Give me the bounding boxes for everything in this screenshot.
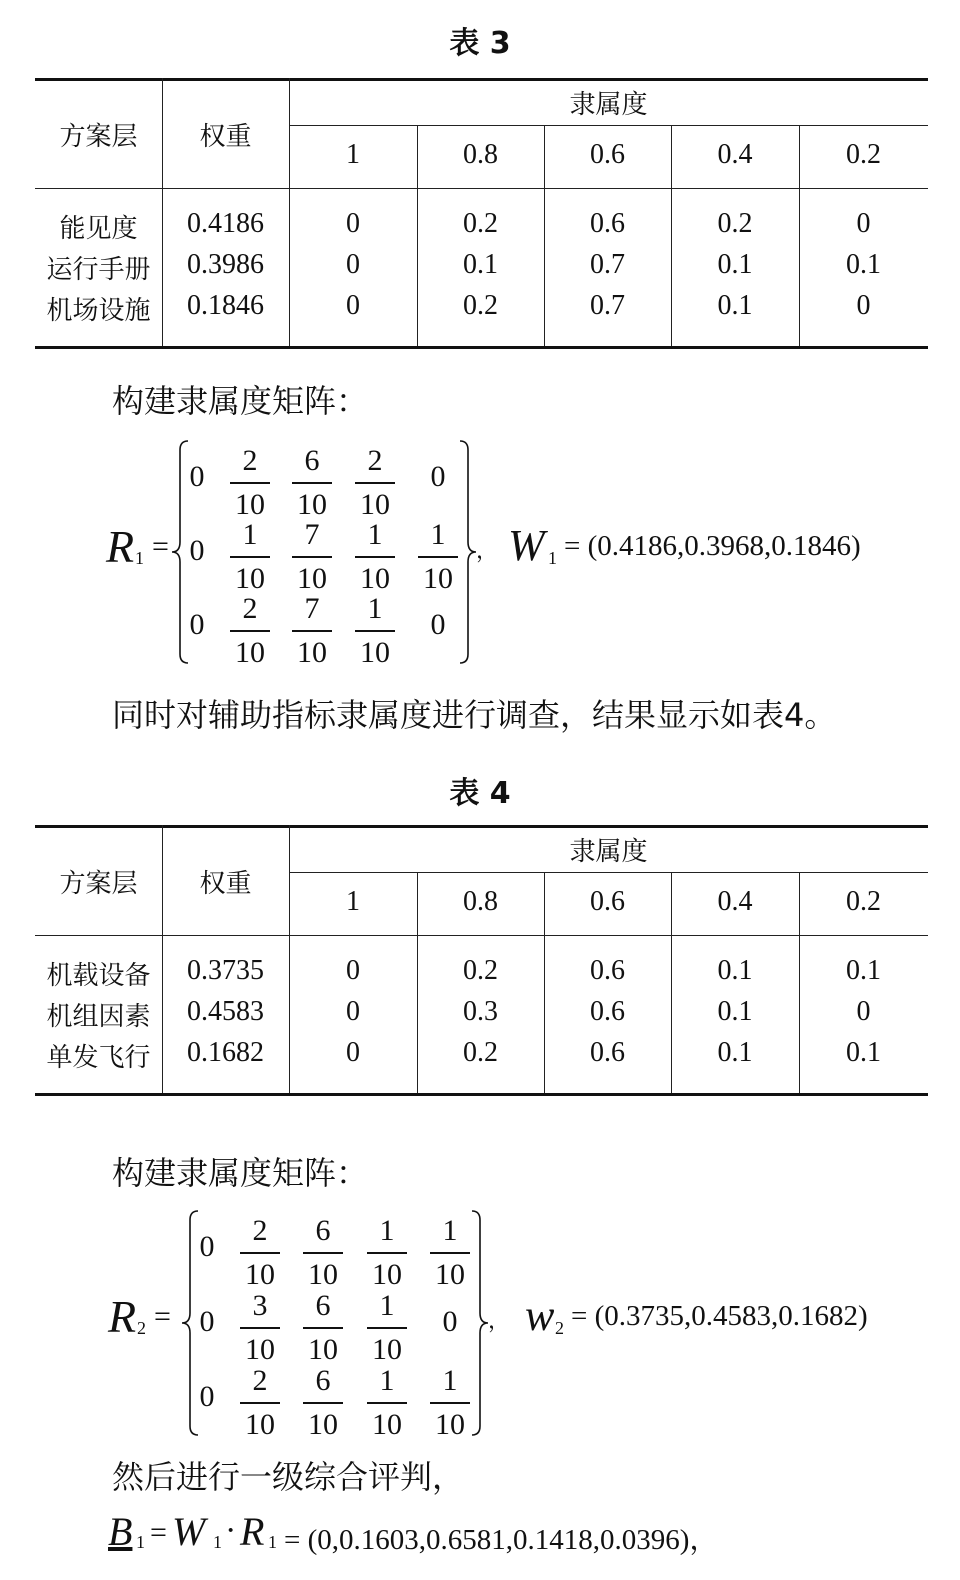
numerator: 1 [442,1364,458,1397]
matrix2-fraction-cell [428,1364,472,1442]
matrix2-weight-subscript: 2 [555,1318,564,1338]
matrix1-fraction-cell [228,444,272,522]
table3-row-weight: 0.3986 [187,249,264,280]
matrix1-subscript: 1 [135,548,144,568]
b-subscript: 1 [136,1532,145,1552]
matrix2-weight-vector: = (0.3735,0.4583,0.1682) [571,1300,868,1332]
table3-row-value: 0.1 [846,249,881,280]
matrix1-fraction-cell [290,592,334,670]
numerator: 2 [252,1214,268,1247]
table3-header-level: 0.6 [590,139,625,170]
table4-row-value: 0.6 [590,955,625,986]
table4-row-value: 0 [856,996,871,1027]
numerator: 1 [379,1364,395,1397]
matrix1-equals: = [152,530,169,563]
table3-header-level: 0.8 [463,139,498,170]
numerator: 7 [304,592,320,625]
denominator: 10 [423,561,453,595]
numerator: 1 [442,1214,458,1247]
table4-row-value: 0.3 [463,996,498,1027]
table3-header-level: 0.4 [717,139,753,170]
equals-sign: = [150,1516,167,1549]
table3-row-value: 0.6 [590,208,625,239]
table3-header-level: 0.2 [846,139,881,170]
matrix2-zero-cell: 0 [199,1230,215,1263]
matrix1-fraction-cell [416,518,460,596]
table4-header-weight: 权重 [199,869,252,899]
matrix2-fraction-cell [238,1364,282,1442]
denominator: 10 [297,635,327,669]
matrix2-equals: = [154,1300,171,1333]
fraction-bar [230,482,270,484]
matrix2-fraction-cell [301,1289,345,1367]
denominator: 10 [308,1407,338,1441]
fraction-bar [240,1327,280,1329]
fraction-bar [292,556,332,558]
denominator: 10 [435,1257,465,1291]
numerator: 2 [367,444,383,477]
table4-row-name: 机载设备 [46,961,151,991]
table4-header-level: 0.4 [717,886,753,917]
matrix2-separator: ， [488,1309,511,1334]
table3-row-value: 0 [346,208,360,239]
numerator: 3 [252,1289,268,1322]
fraction-bar [292,630,332,632]
numerator: 2 [242,444,258,477]
table4-caption: 表 4 [449,776,511,811]
table4-row-value: 0.1 [846,1037,881,1068]
table4-header-rule [35,935,928,936]
table3-row-value: 0 [856,290,871,321]
table3-membership-underline [289,125,928,126]
denominator: 10 [360,635,390,669]
table3-header-level: 1 [346,139,360,170]
matrix1-fraction-cell [353,444,397,522]
denominator: 10 [297,487,327,521]
table4-row-name: 单发飞行 [46,1043,151,1073]
denominator: 10 [360,487,390,521]
fraction-bar [303,1402,343,1404]
denominator: 10 [372,1407,402,1441]
table4-row-name: 机组因素 [46,1002,151,1032]
numerator: 6 [315,1364,331,1397]
matrix2-weight-symbol: w [525,1291,555,1340]
table4-bottom-rule [35,1093,928,1096]
numerator: 6 [304,444,320,477]
numerator: 1 [379,1289,395,1322]
fraction-bar [292,482,332,484]
table3-header-membership: 隶属度 [569,90,648,120]
matrix2-fraction-cell [365,1289,409,1367]
table3-row-value: 0 [856,208,871,239]
denominator: 10 [235,487,265,521]
r-symbol: R [240,1509,265,1554]
matrix1-weight-vector: = (0.4186,0.3968,0.1846) [564,530,861,562]
table3-row-value: 0 [346,249,360,280]
matrix1-fraction-cell [290,444,334,522]
denominator: 10 [245,1257,275,1291]
denominator: 10 [308,1332,338,1366]
numerator: 1 [430,518,446,551]
matrix1-fraction-cell [353,518,397,596]
fraction-bar [418,556,458,558]
table4-header-level: 0.6 [590,886,625,917]
table4-header-level: 0.2 [846,886,881,917]
fraction-bar [230,630,270,632]
table4-row-value: 0 [346,955,360,986]
matrix1-separator: ， [476,539,499,564]
numerator: 7 [304,518,320,551]
matrix2-fraction-cell [428,1214,472,1292]
fraction-bar [240,1402,280,1404]
matrix1-fraction-cell [228,518,272,596]
table3-row-value: 0.2 [463,290,498,321]
denominator: 10 [372,1257,402,1291]
numerator: 1 [379,1214,395,1247]
matrix1-zero-cell: 0 [430,460,446,493]
table3-header-rule [35,188,928,189]
b-symbol: B [108,1509,133,1554]
table3-header-scheme: 方案层 [59,122,138,152]
table3-row-name: 运行手册 [46,255,151,285]
table4-row-weight: 0.1682 [187,1037,264,1068]
table4-row-weight: 0.3735 [187,955,264,986]
paragraph-survey: 同时对辅助指标隶属度进行调查，结果显示如表4。 [112,696,837,734]
w-subscript: 1 [213,1532,222,1552]
matrix1-weight-symbol: W [508,521,545,570]
matrix2-fraction-cell [365,1214,409,1292]
paragraph-construct-matrix-1: 构建隶属度矩阵： [112,382,369,420]
table3-row-value: 0.1 [463,249,498,280]
table4-row-value: 0.6 [590,996,625,1027]
matrix1-zero-cell: 0 [430,608,446,641]
fraction-bar [303,1327,343,1329]
table4-row-value: 0.1 [717,1037,753,1068]
numerator: 1 [242,518,258,551]
fraction-bar [367,1402,407,1404]
table3-row-name: 能见度 [59,214,138,244]
matrix1-right-brace-icon [458,440,478,664]
denominator: 10 [297,561,327,595]
matrix2-zero-cell: 0 [442,1305,458,1338]
fraction-bar [367,1252,407,1254]
fraction-bar [240,1252,280,1254]
table3-top-rule [35,78,928,81]
numerator: 2 [242,592,258,625]
table3-header-weight: 权重 [199,122,252,152]
table3-row-value: 0.2 [717,208,753,239]
table3-row-name: 机场设施 [46,296,151,326]
table4-top-rule [35,825,928,828]
numerator: 6 [315,1289,331,1322]
fraction-bar [355,630,395,632]
table4-row-value: 0.2 [463,955,498,986]
matrix2-fraction-cell [301,1364,345,1442]
fraction-bar [230,556,270,558]
matrix2-zero-cell: 0 [199,1305,215,1338]
fraction-bar [430,1252,470,1254]
denominator: 10 [308,1257,338,1291]
numerator: 2 [252,1364,268,1397]
dot-operator: · [225,1512,237,1549]
table3-row-value: 0.1 [717,249,753,280]
table4-header-level: 1 [346,886,360,917]
fraction-bar [355,556,395,558]
matrix1-fraction-cell [228,592,272,670]
table4-row-value: 0 [346,1037,360,1068]
table3-row-weight: 0.4186 [187,208,264,239]
r-subscript: 1 [268,1532,277,1552]
denominator: 10 [245,1407,275,1441]
fraction-bar [303,1252,343,1254]
table4-header-level: 0.8 [463,886,498,917]
table4-row-value: 0 [346,996,360,1027]
matrix1-zero-cell: 0 [189,608,205,641]
table3-row-value: 0.7 [590,249,625,280]
table3-row-value: 0 [346,290,360,321]
matrix2-fraction-cell [301,1214,345,1292]
matrix2-fraction-cell [238,1289,282,1367]
matrix1-fraction-cell [290,518,334,596]
table4-row-value: 0.1 [846,955,881,986]
numerator: 1 [367,592,383,625]
denominator: 10 [245,1332,275,1366]
denominator: 10 [235,561,265,595]
result-vector: = (0,0.1603,0.6581,0.1418,0.0396)， [284,1524,719,1556]
table4-row-value: 0.6 [590,1037,625,1068]
table4-row-value: 0.2 [463,1037,498,1068]
denominator: 10 [235,635,265,669]
matrix2-subscript: 2 [137,1318,146,1338]
matrix1-fraction-cell [353,592,397,670]
numerator: 6 [315,1214,331,1247]
matrix2-symbol: R [108,1291,137,1342]
denominator: 10 [372,1332,402,1366]
matrix2-fraction-cell [238,1214,282,1292]
table3-row-value: 0.1 [717,290,753,321]
table3-row-value: 0.7 [590,290,625,321]
matrix1-zero-cell: 0 [189,460,205,493]
table3-row-value: 0.2 [463,208,498,239]
fraction-bar [355,482,395,484]
table4-row-value: 0.1 [717,996,753,1027]
matrix1-symbol: R [106,521,135,572]
table4-row-weight: 0.4583 [187,996,264,1027]
w-symbol: W [172,1509,206,1554]
matrix1-zero-cell: 0 [189,534,205,567]
fraction-bar [367,1327,407,1329]
matrix2-right-brace-icon [470,1210,490,1436]
paragraph-construct-matrix-2: 构建隶属度矩阵： [112,1154,369,1192]
table3-bottom-rule [35,346,928,349]
denominator: 10 [360,561,390,595]
denominator: 10 [435,1407,465,1441]
fraction-bar [430,1402,470,1404]
matrix1-weight-subscript: 1 [548,548,557,568]
numerator: 1 [367,518,383,551]
matrix2-fraction-cell [365,1364,409,1442]
table3-row-weight: 0.1846 [187,290,264,321]
matrix2-zero-cell: 0 [199,1380,215,1413]
table4-row-value: 0.1 [717,955,753,986]
table4-membership-underline [289,872,928,873]
table4-header-scheme: 方案层 [59,869,138,899]
table4-header-membership: 隶属度 [569,837,648,867]
paragraph-first-level-evaluation: 然后进行一级综合评判， [112,1458,465,1496]
table3-caption: 表 3 [449,26,511,61]
